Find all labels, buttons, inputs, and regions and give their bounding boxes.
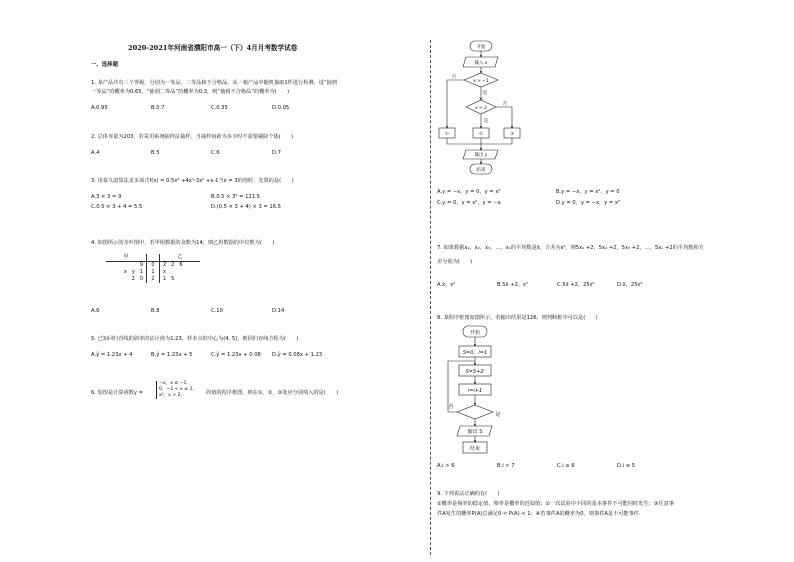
q3-text: 3. 用秦九韶算法求多项式f(x) = 0.5x⁵ +4x⁴-3x² +x-1当x = 3的值时，先算的是( ) <box>91 178 294 184</box>
q8-option-c[interactable]: C.i ≥ 6 <box>557 463 575 469</box>
flow-cond2-label: x > 2 <box>475 106 487 111</box>
q4-text: 4. 如图所示的茎叶图中，若甲组数据的众数为14，则乙组数据的中位数为( ) <box>91 240 275 246</box>
q5-option-a[interactable]: A.ŷ = 1.23x + 4 <box>91 352 133 358</box>
q8-option-a[interactable]: A.i > 6 <box>437 463 455 469</box>
q1-text-line1: 1. 某产品共有三个等级，分别为一等品、二等品和不合格品，从一箱产品中随机抽取1件进行检测，设“抽到 <box>91 80 338 86</box>
flow8-body1-label: S=S+2ⁱ <box>465 369 485 375</box>
q8-flowchart <box>442 324 512 456</box>
q3-option-d[interactable]: D.(0.5 × 3 + 4) × 3 = 16.5 <box>211 204 281 210</box>
q7-option-d[interactable]: D.x̄，25s² <box>617 282 643 288</box>
q8-option-b[interactable]: B.i > 7 <box>497 463 515 469</box>
q6-flowchart <box>432 38 532 178</box>
q2-option-a[interactable]: A.4 <box>91 150 100 156</box>
flow-start-label: 开始 <box>476 45 486 50</box>
q1-option-b[interactable]: B.0.7 <box>151 105 165 111</box>
flow-box2-label: ② <box>479 132 483 137</box>
flow8-init-label: S=0，i=1 <box>462 350 488 356</box>
q4-option-b[interactable]: B.8 <box>151 308 160 314</box>
q6-option-d[interactable]: D.y = 0，y = −x，y = x² <box>556 200 621 206</box>
flow-output-label: 输出 y <box>474 153 488 158</box>
column-divider <box>430 40 431 555</box>
q6-text-before: 6. 如图是计算函数y = <box>91 390 143 396</box>
section-heading: 一、选择题 <box>91 62 118 68</box>
q7-text-line2: 差分别为( ) <box>437 259 473 265</box>
q8-text: 8. 某程序框图如图所示，若输出结果是126，则判断框中可以是( ) <box>437 315 598 321</box>
flow8-yes-label: 是 <box>495 412 501 418</box>
q5-option-d[interactable]: D.ŷ = 0.08x + 1.23 <box>272 352 323 358</box>
q5-text: 5. 已知回归直线的斜率的估计值为1.23，样本点的中心为(4, 5)，则回归直线方程为( ) <box>91 336 299 342</box>
q5-option-b[interactable]: B.ŷ = 1.23x + 5 <box>151 352 193 358</box>
stem-row: x y 1 1 x <box>123 269 166 276</box>
q7-option-c[interactable]: C.5x̄ +2，25s² <box>557 282 595 288</box>
flow-no-label-2: 否 <box>502 102 508 107</box>
flow8-cond-node <box>457 405 493 419</box>
q6-option-a[interactable]: A.y = −x，y = 0，y = x² <box>437 189 501 195</box>
q3-option-c[interactable]: C.0.5 × 3 + 4 = 5.5 <box>91 204 143 210</box>
q9-text: 9. 下列说法正确的有( ) <box>437 491 500 497</box>
stem-leaf-plot <box>106 254 200 283</box>
q4-option-a[interactable]: A.6 <box>91 308 100 314</box>
page-title: 2020-2021年河南省濮阳市高一（下）4月月考数学试卷 <box>128 44 298 52</box>
q9-line2: 件A发生的概率P(A)总满足0 < P(A) < 1；④若事件A的概率为0，则事件A是不可能事件. <box>437 511 641 517</box>
q3-option-a[interactable]: A.3 × 3 = 9 <box>91 194 122 200</box>
flow-box1-label: ① <box>445 132 449 137</box>
q8-option-d[interactable]: D.i ≥ 5 <box>617 463 636 469</box>
q2-option-b[interactable]: B.5 <box>151 150 160 156</box>
q1-option-c[interactable]: C.0.35 <box>211 105 228 111</box>
flow8-start-label: 开始 <box>469 330 481 336</box>
q1-text-line2: 一等品”的概率为0.65，“抽到二等品”的概率为0.3，则“抽到不合格品”的概率为( ) <box>91 89 290 95</box>
q1-option-a[interactable]: A.0.95 <box>91 105 108 111</box>
flow8-end-label: 结束 <box>469 446 481 452</box>
flow-yes-label-2: 是 <box>483 119 489 124</box>
q1-option-d[interactable]: D.0.05 <box>272 105 290 111</box>
stem-row: 9 0 2 2 6 <box>139 262 183 269</box>
q5-option-c[interactable]: C.ŷ = 1.23x + 0.08 <box>211 352 261 358</box>
q4-option-d[interactable]: D.14 <box>272 308 285 314</box>
flow-yes-label-1: 是 <box>482 91 488 96</box>
stem-header-jia: 甲 <box>106 254 147 262</box>
flow-end-label: 结束 <box>476 168 486 173</box>
q6-option-c[interactable]: C.y = 0，y = x²，y = −x <box>437 200 501 206</box>
flow8-body2-label: i=i+1 <box>467 388 483 394</box>
q2-option-d[interactable]: D.7 <box>272 150 281 156</box>
flow-no-label-1: 否 <box>451 75 457 80</box>
q7-text-line1: 7. 如果数据x₁，x₂，x₃，…，xₙ的平均数是x̄，方差为s²，则5x₁ +2，5x₂ +2，5x₃ +2，…，5xₙ +2的平均数和方 <box>437 245 704 251</box>
q3-option-b[interactable]: B.0.5 × 3⁵ = 121.5 <box>211 194 260 200</box>
flow-cond1-label: x > −1 <box>473 79 489 84</box>
flow8-output-label: 输出 S <box>467 429 483 435</box>
q2-option-c[interactable]: C.6 <box>211 150 220 156</box>
q6-text-after: 的值的程序框图，则在①，②，③处应分别填入的是( ) <box>206 390 339 396</box>
q7-option-b[interactable]: B.5x̄ +2，s² <box>497 282 528 288</box>
flow-input-label: 输入 x <box>474 61 488 66</box>
q2-text: 2. 总体容量为203，若采用系统抽样法抽样，当抽样间距为多少时不需要剔除个体( ) <box>91 134 294 140</box>
stem-header-yi: 乙 <box>160 254 201 262</box>
q4-option-c[interactable]: C.10 <box>211 308 223 314</box>
flow8-no-label: 否 <box>448 404 454 410</box>
q9-line1: ①概率是频率的稳定值，频率是概率的近似值；②一次试验中不同的基本事件不可能同时发生；③任意事 <box>437 501 675 507</box>
q6-piecewise-cases: −x，x ≤ −1, 0，−1 < x ≤ 2, x²，x > 2, <box>156 381 194 399</box>
flow-box3-label: ③ <box>510 132 514 137</box>
q6-option-b[interactable]: B.y = −x，y = x²，y = 0 <box>556 189 620 195</box>
q7-option-a[interactable]: A.x̄，s² <box>437 282 456 288</box>
stem-row: 2 0 2 1 5 <box>131 276 175 283</box>
